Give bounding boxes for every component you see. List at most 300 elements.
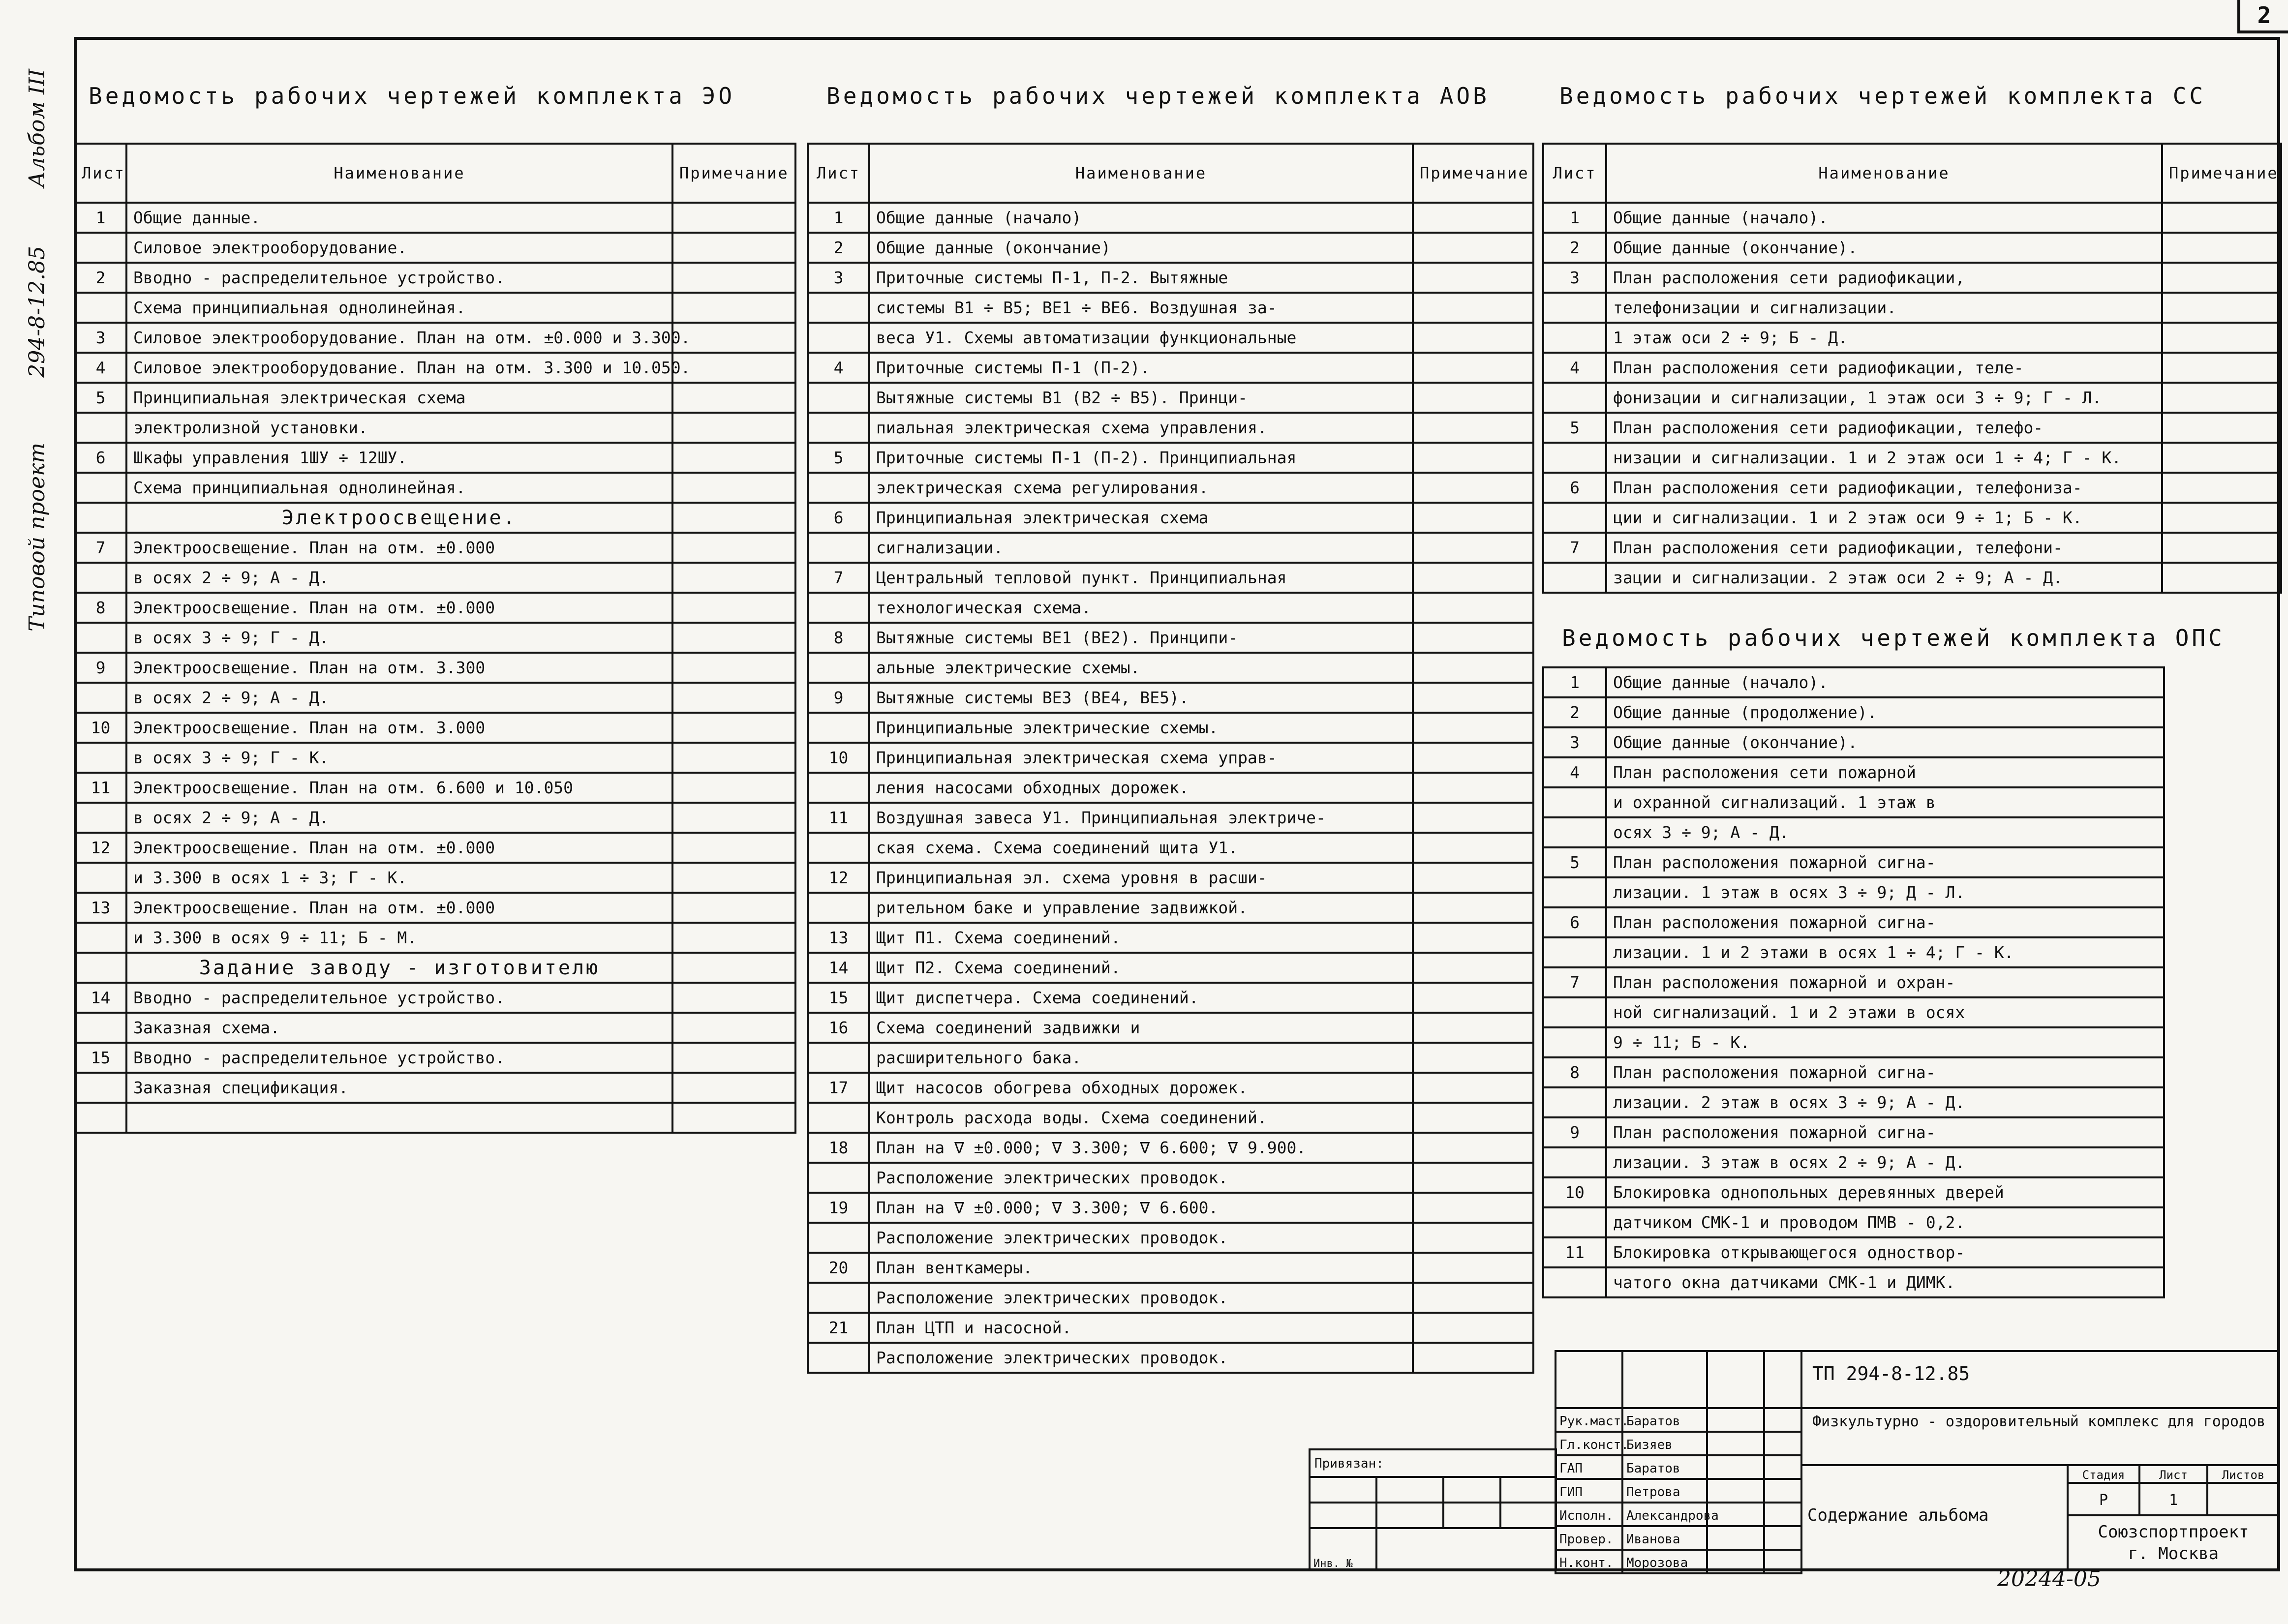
sheet-number: 1 [1543, 667, 1606, 697]
signature-sign [1706, 1478, 1765, 1504]
sheet-note [672, 203, 795, 233]
table-row [808, 983, 1533, 1013]
sheet-name: План расположения сети радиофикации, телефони- [1606, 533, 2162, 563]
sheets-label: Листов [2206, 1464, 2280, 1484]
sheet-number [1543, 563, 1606, 593]
sheet-name: Вводно - распределительное устройство. [126, 263, 672, 293]
signature-date [1763, 1502, 1802, 1527]
table-row [808, 533, 1533, 563]
org-city: г. Москва [2128, 1544, 2219, 1564]
sheet-note [1413, 1313, 1533, 1343]
sheet-number [75, 1013, 126, 1043]
sheet-number: 19 [808, 1193, 869, 1223]
table-row [808, 1253, 1533, 1283]
sheet-name: Принципиальная электрическая схема [869, 503, 1413, 533]
sheet-number: 12 [808, 863, 869, 893]
sheet-note [1413, 863, 1533, 893]
sheet-note [2162, 443, 2281, 473]
sheet-name: датчиком СМК-1 и проводом ПМВ - 0,2. [1606, 1207, 2164, 1237]
sheet-number [808, 833, 869, 863]
sheet-number [1543, 787, 1606, 817]
sheet-note [2162, 293, 2281, 323]
table-row [808, 383, 1533, 413]
sheet-note [1413, 1133, 1533, 1163]
sheet-number [75, 923, 126, 953]
sheet-name: План расположения сети радиофикации, [1606, 263, 2162, 293]
sheet-name: Заказная схема. [126, 1013, 672, 1043]
sheet-number [1543, 937, 1606, 967]
sheet-number [75, 863, 126, 893]
ss-title: Ведомость рабочих чертежей комплекта СС [1559, 83, 2206, 109]
project-code: 294-8-12.85 [25, 246, 50, 378]
signature-role: Провер. [1555, 1525, 1623, 1551]
sheet-number [808, 1223, 869, 1253]
table-row [1543, 757, 2164, 787]
table-row [808, 833, 1533, 863]
sheet-name: Вытяжные системы ВЕ3 (ВЕ4, ВЕ5). [869, 683, 1413, 713]
sheet-name: осях 3 ÷ 9; А - Д. [1606, 817, 2164, 847]
sheet-number: 2 [808, 233, 869, 263]
table-row [1543, 503, 2281, 533]
sheet-note [1413, 773, 1533, 803]
signature-sign [1706, 1502, 1765, 1527]
sheet-note [2162, 233, 2281, 263]
sheet-name: Принципиальная эл. схема уровня в расши- [869, 863, 1413, 893]
sheet-note [1413, 1163, 1533, 1193]
sheet-name: в осях 2 ÷ 9; А - Д. [126, 563, 672, 593]
sheet-name: в осях 3 ÷ 9; Г - Д. [126, 623, 672, 653]
table-row [808, 593, 1533, 623]
table-row [808, 263, 1533, 293]
table-row [75, 473, 795, 503]
sheet-note [672, 893, 795, 923]
sheet-note [672, 833, 795, 863]
sheet-note [672, 1103, 795, 1133]
ops-table [1542, 666, 2165, 1298]
table-row [808, 563, 1533, 593]
table-row [808, 1343, 1533, 1373]
sheet-number [808, 1103, 869, 1133]
table-row [75, 503, 795, 533]
sheet-number: 4 [808, 353, 869, 383]
bound-cell [1499, 1502, 1557, 1529]
table-row [1543, 233, 2281, 263]
object-name: Физкультурно - оздоровительный комплекс для городов [1800, 1407, 2280, 1466]
sheet-number: 15 [75, 1043, 126, 1073]
signature-date [1763, 1478, 1802, 1504]
table-row [1543, 563, 2281, 593]
table-row [808, 1043, 1533, 1073]
table-row [1543, 937, 2164, 967]
table-row [1543, 383, 2281, 413]
table-row [75, 383, 795, 413]
sheet-note [2162, 413, 2281, 443]
sheet-name: Приточные системы П-1 (П-2). [869, 353, 1413, 383]
sheet-note [1413, 1043, 1533, 1073]
table-row [1543, 1237, 2164, 1267]
sheet-value: 1 [2138, 1482, 2208, 1516]
sheet-number [808, 293, 869, 323]
table-row [808, 683, 1533, 713]
sheet-note [1413, 1223, 1533, 1253]
signature-date [1763, 1454, 1802, 1480]
table-row [808, 323, 1533, 353]
sheet-number: 5 [75, 383, 126, 413]
sheet-number: 6 [808, 503, 869, 533]
sheet-number [808, 653, 869, 683]
sheet-note [1413, 533, 1533, 563]
bound-label: Привязан: [1309, 1448, 1557, 1478]
sheet-name: План расположения сети пожарной [1606, 757, 2164, 787]
sheet-number [1543, 1207, 1606, 1237]
sheet-note [2162, 473, 2281, 503]
table-row [1543, 443, 2281, 473]
table-row [1543, 323, 2281, 353]
sheet-number: 20 [808, 1253, 869, 1283]
sheet-note [2162, 263, 2281, 293]
sheet-number [75, 743, 126, 773]
sheet-note [1413, 623, 1533, 653]
sheet-note [672, 863, 795, 893]
table-row [808, 743, 1533, 773]
sheet-number: 6 [1543, 473, 1606, 503]
col-note: Примечание [2162, 144, 2281, 203]
sheet-name: системы В1 ÷ В5; ВЕ1 ÷ ВЕ6. Воздушная за- [869, 293, 1413, 323]
sheet-name: План расположения сети радиофикации, телефониза- [1606, 473, 2162, 503]
sheet-name [126, 1103, 672, 1133]
sheet-name: лизации. 2 этаж в осях 3 ÷ 9; А - Д. [1606, 1087, 2164, 1117]
sheet-number: 9 [1543, 1117, 1606, 1147]
table-row [75, 353, 795, 383]
sheet-name: План венткамеры. [869, 1253, 1413, 1283]
sheet-number [75, 953, 126, 983]
sheet-note [672, 743, 795, 773]
sheet-number: 3 [75, 323, 126, 353]
bound-cell [1442, 1502, 1501, 1529]
sheet-name: технологическая схема. [869, 593, 1413, 623]
sheet-note [2162, 563, 2281, 593]
sheet-number: 21 [808, 1313, 869, 1343]
sheet-name: лизации. 3 этаж в осях 2 ÷ 9; А - Д. [1606, 1147, 2164, 1177]
table-row [1543, 1117, 2164, 1147]
sheet-number [75, 293, 126, 323]
table-row [808, 1313, 1533, 1343]
sheet-name: Задание заводу - изготовителю [126, 953, 672, 983]
sheet-name: Вытяжные системы В1 (В2 ÷ В5). Принци- [869, 383, 1413, 413]
table-row [808, 353, 1533, 383]
sheet-number: 4 [75, 353, 126, 383]
table-row [808, 803, 1533, 833]
table-row [1543, 1267, 2164, 1297]
sheet-number: 1 [75, 203, 126, 233]
sheet-note [672, 323, 795, 353]
sheet-note [1413, 323, 1533, 353]
sheet-number: 8 [1543, 1057, 1606, 1087]
sheet-name: Общие данные (начало). [1606, 667, 2164, 697]
col-sheet: Лист [75, 144, 126, 203]
sheet-number [1543, 293, 1606, 323]
sheet-name: Схема соединений задвижки и [869, 1013, 1413, 1043]
sheet-name: Шкафы управления 1ШУ ÷ 12ШУ. [126, 443, 672, 473]
rev-cell [1555, 1350, 1623, 1409]
sheet-number [1543, 1087, 1606, 1117]
sheet-note [672, 293, 795, 323]
aov-table [807, 143, 1534, 1374]
sheet-number [1543, 383, 1606, 413]
signature-sign [1706, 1525, 1765, 1551]
sheet-note [2162, 323, 2281, 353]
sheet-number [75, 683, 126, 713]
table-row [75, 413, 795, 443]
sheet-name: Схема принципиальная однолинейная. [126, 293, 672, 323]
sheet-name: и 3.300 в осях 1 ÷ 3; Г - К. [126, 863, 672, 893]
sheet-number [1543, 1267, 1606, 1297]
sheet-name: фонизации и сигнализации, 1 этаж оси 3 ÷ 9; Г - Л. [1606, 383, 2162, 413]
sheet-note [672, 803, 795, 833]
table-row [75, 773, 795, 803]
sheet-name: Вводно - распределительное устройство. [126, 983, 672, 1013]
sheet-name: Принципиальные электрические схемы. [869, 713, 1413, 743]
sheet-name: План на ∇ ±0.000; ∇ 3.300; ∇ 6.600; ∇ 9.900. [869, 1133, 1413, 1163]
sheet-number: 2 [1543, 697, 1606, 727]
table-row [75, 263, 795, 293]
sheet-note [672, 683, 795, 713]
signature-role: Н.конт. [1555, 1549, 1623, 1574]
signature-role: ГАП [1555, 1454, 1623, 1480]
sheet-name: Заказная спецификация. [126, 1073, 672, 1103]
table-row [75, 563, 795, 593]
sheet-number: 7 [1543, 533, 1606, 563]
sheet-number: 8 [75, 593, 126, 623]
sheet-name: Приточные системы П-1 (П-2). Принципиальная [869, 443, 1413, 473]
col-note: Примечание [672, 144, 795, 203]
table-row [808, 713, 1533, 743]
table-row [1543, 293, 2281, 323]
col-name: Наименование [869, 144, 1413, 203]
sheet-number: 12 [75, 833, 126, 863]
sheet-title: Содержание альбома [1800, 1464, 2069, 1571]
sheet-number [75, 413, 126, 443]
sheet-number: 4 [1543, 757, 1606, 787]
sheet-name: лизации. 1 этаж в осях 3 ÷ 9; Д - Л. [1606, 877, 2164, 907]
table-row [808, 1193, 1533, 1223]
sheet-name: сигнализации. [869, 533, 1413, 563]
sheet-name: в осях 3 ÷ 9; Г - К. [126, 743, 672, 773]
table-row [808, 473, 1533, 503]
sheet-name: 1 этаж оси 2 ÷ 9; Б - Д. [1606, 323, 2162, 353]
organization [2067, 1514, 2280, 1571]
sheet-name: Электроосвещение. План на отм. 3.000 [126, 713, 672, 743]
table-row [1543, 907, 2164, 937]
sheet-number [75, 803, 126, 833]
signature-name: Бизяев [1621, 1431, 1708, 1456]
table-row [1543, 473, 2281, 503]
sheet-number [808, 533, 869, 563]
table-row [808, 893, 1533, 923]
sheet-name: Электроосвещение. План на отм. ±0.000 [126, 533, 672, 563]
sheet-number: 6 [1543, 907, 1606, 937]
sheet-name: План расположения пожарной сигна- [1606, 1117, 2164, 1147]
bound-cell [1309, 1502, 1377, 1529]
table-row [1543, 997, 2164, 1027]
sheet-name: Щит П1. Схема соединений. [869, 923, 1413, 953]
sheet-number [808, 473, 869, 503]
table-row [75, 1073, 795, 1103]
sheet-name: План расположения пожарной сигна- [1606, 847, 2164, 877]
table-row [808, 623, 1533, 653]
ops-title: Ведомость рабочих чертежей комплекта ОПС [1562, 625, 2225, 651]
sheet-name: Общие данные (начало). [1606, 203, 2162, 233]
table-row [75, 593, 795, 623]
table-row [75, 1043, 795, 1073]
table-row [808, 443, 1533, 473]
sheet-number: 11 [1543, 1237, 1606, 1267]
sheet-number [1543, 503, 1606, 533]
signature-sign [1706, 1454, 1765, 1480]
table-row [808, 503, 1533, 533]
signature-date [1763, 1525, 1802, 1551]
sheet-note [1413, 683, 1533, 713]
sheet-number: 6 [75, 443, 126, 473]
sheet-number: 8 [808, 623, 869, 653]
table-row [1543, 877, 2164, 907]
rev-cell [1706, 1350, 1765, 1409]
sheet-number [75, 1103, 126, 1133]
table-row [808, 1133, 1533, 1163]
sheet-name: Расположение электрических проводок. [869, 1223, 1413, 1253]
table-row [75, 623, 795, 653]
sheet-number [808, 1163, 869, 1193]
sheet-note [672, 413, 795, 443]
sheet-number [1543, 817, 1606, 847]
sheet-number [75, 233, 126, 263]
sheet-name: План расположения сети радиофикации, телефо- [1606, 413, 2162, 443]
sheet-note [1413, 353, 1533, 383]
signature-name: Иванова [1621, 1525, 1708, 1551]
sidebar-inscription [10, 69, 64, 659]
sheet-note [672, 563, 795, 593]
title-block [1555, 1350, 2280, 1571]
sheet-name: альные электрические схемы. [869, 653, 1413, 683]
sheet-number: 3 [1543, 263, 1606, 293]
sheet-number: 5 [1543, 413, 1606, 443]
sheet-name: Вводно - распределительное устройство. [126, 1043, 672, 1073]
signature-date [1763, 1549, 1802, 1574]
sheet-number: 7 [808, 563, 869, 593]
sheet-name: Контроль расхода воды. Схема соединений. [869, 1103, 1413, 1133]
sheet-name: Силовое электрооборудование. План на отм. 3.300 и 10.050. [126, 353, 672, 383]
table-row [75, 803, 795, 833]
sheet-number: 4 [1543, 353, 1606, 383]
table-row [1543, 847, 2164, 877]
table-row [75, 683, 795, 713]
sheet-note [1413, 1193, 1533, 1223]
aov-title: Ведомость рабочих чертежей комплекта АОВ [826, 83, 1490, 109]
sheet-name: и охранной сигнализаций. 1 этаж в [1606, 787, 2164, 817]
bound-cell [1375, 1502, 1444, 1529]
sheet-number [808, 1283, 869, 1313]
sheet-name: ления насосами обходных дорожек. [869, 773, 1413, 803]
sheet-note [2162, 533, 2281, 563]
signature-role: Гл.конст. [1555, 1431, 1623, 1456]
sheet-name: рительном баке и управление задвижкой. [869, 893, 1413, 923]
table-row [1543, 667, 2164, 697]
sheet-number: 2 [1543, 233, 1606, 263]
sheet-number [808, 893, 869, 923]
sheet-number: 13 [808, 923, 869, 953]
sheet-note [1413, 593, 1533, 623]
sheet-note [1413, 293, 1533, 323]
rev-cell [1763, 1350, 1802, 1409]
table-row [75, 653, 795, 683]
sheet-note [672, 1013, 795, 1043]
sheet-name: телефонизации и сигнализации. [1606, 293, 2162, 323]
table-row [808, 233, 1533, 263]
sheet-name: План расположения пожарной и охран- [1606, 967, 2164, 997]
sheet-name: Электроосвещение. План на отм. ±0.000 [126, 893, 672, 923]
sheet-name: электролизной установки. [126, 413, 672, 443]
table-row [1543, 353, 2281, 383]
sheet-number [75, 473, 126, 503]
sheet-note [672, 953, 795, 983]
table-row [1543, 413, 2281, 443]
sheet-name: Общие данные. [126, 203, 672, 233]
table-row [1543, 727, 2164, 757]
table-row [808, 293, 1533, 323]
sheet-note [672, 443, 795, 473]
table-row [1543, 1207, 2164, 1237]
sheet-name: Центральный тепловой пункт. Принципиальная [869, 563, 1413, 593]
sheet-note [672, 773, 795, 803]
sheet-name: Принципиальная электрическая схема управ- [869, 743, 1413, 773]
sheet-number [808, 773, 869, 803]
col-sheet: Лист [808, 144, 869, 203]
sheet-name: План расположения пожарной сигна- [1606, 1057, 2164, 1087]
sheet-name: Щит насосов обогрева обходных дорожек. [869, 1073, 1413, 1103]
org-name: Союзспортпроект [2098, 1522, 2249, 1542]
sheet-number [1543, 1027, 1606, 1057]
sheet-number: 14 [808, 953, 869, 983]
binding-block [1309, 1448, 1557, 1571]
sheet-note [672, 533, 795, 563]
table-row [808, 203, 1533, 233]
table-row [808, 863, 1533, 893]
sheet-note [1413, 803, 1533, 833]
table-row [808, 1283, 1533, 1313]
sheet-number: 9 [808, 683, 869, 713]
sheet-name: Схема принципиальная однолинейная. [126, 473, 672, 503]
col-note: Примечание [1413, 144, 1533, 203]
sheet-number [808, 413, 869, 443]
sheet-number: 11 [808, 803, 869, 833]
sheet-note [672, 473, 795, 503]
sheet-note [1413, 563, 1533, 593]
sheet-name: План расположения пожарной сигна- [1606, 907, 2164, 937]
table-row [1543, 787, 2164, 817]
sheet-name: Воздушная завеса У1. Принципиальная электриче- [869, 803, 1413, 833]
sheet-name: лизации. 1 и 2 этажи в осях 1 ÷ 4; Г - К. [1606, 937, 2164, 967]
signature-name: Александрова [1621, 1502, 1708, 1527]
signature-date [1763, 1407, 1802, 1433]
table-row [1543, 1087, 2164, 1117]
sheet-note [1413, 1283, 1533, 1313]
sheet-number: 10 [1543, 1177, 1606, 1207]
sheet-name: План на ∇ ±0.000; ∇ 3.300; ∇ 6.600. [869, 1193, 1413, 1223]
table-row [75, 1103, 795, 1133]
sheet-note [672, 353, 795, 383]
sheet-note [672, 983, 795, 1013]
table-row [75, 1013, 795, 1043]
